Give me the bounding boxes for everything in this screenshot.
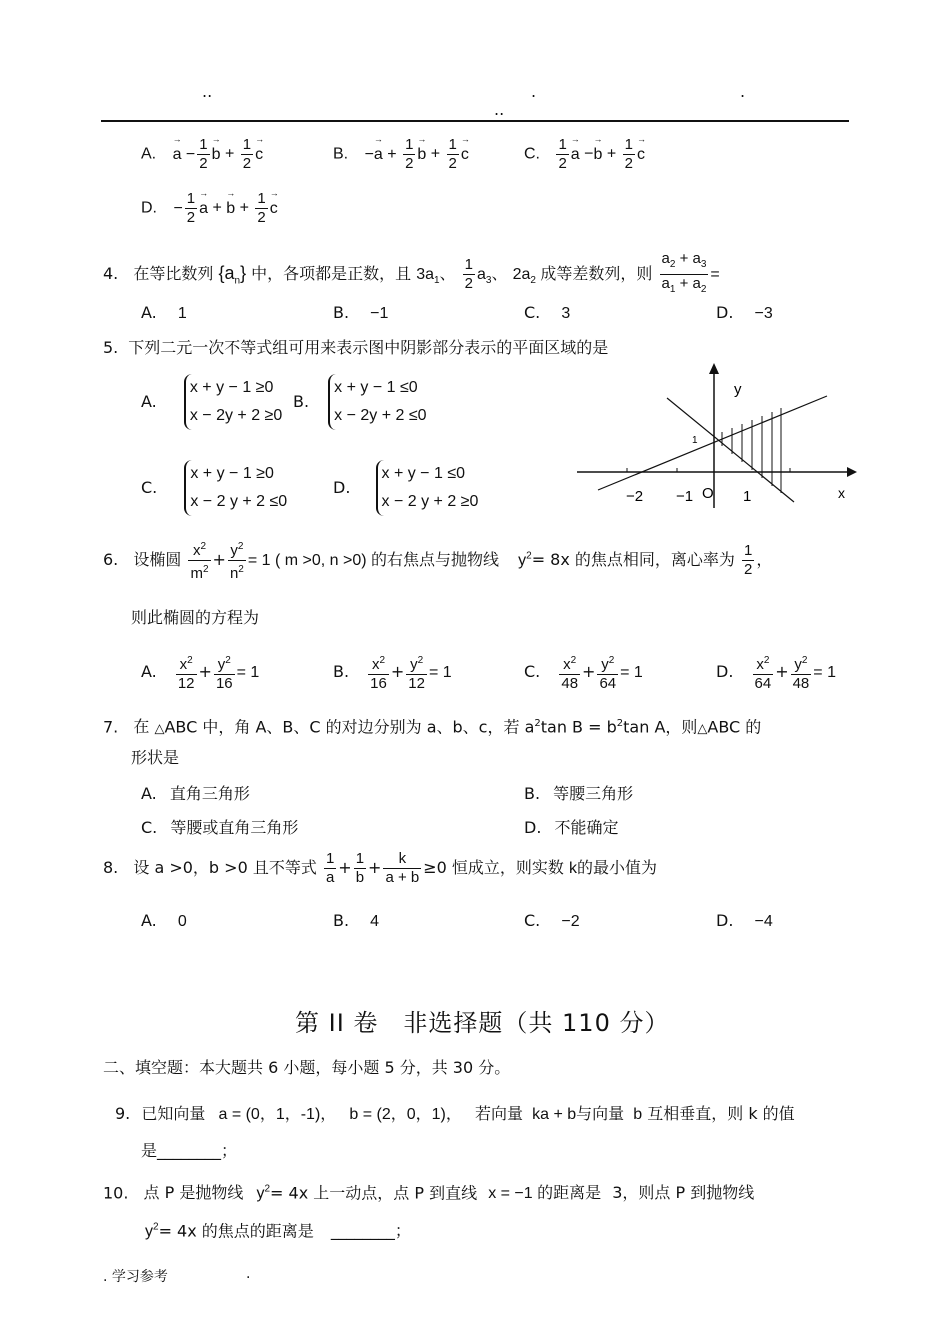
footer-text: . 学习参考 (103, 1269, 168, 1285)
header-rule (101, 120, 849, 122)
footer-dot: . (246, 1266, 251, 1282)
q5-stem: 5. 下列二元一次不等式组可用来表示图中阴影部分表示的平面区域的是 (103, 338, 609, 357)
header-dot-mid: . (531, 82, 537, 101)
q4-option-d: D. −3 (716, 303, 773, 322)
q9-blank-line: 是________； (141, 1141, 238, 1160)
part2-heading: 二、填空题：本大题共 6 小题，每小题 5 分，共 30 分。 (103, 1058, 511, 1077)
q4-stem: 4. 在等比数列 $\{a_n\}$ 中，各项都是正数，且 $3a_1$、 $\frac{1}{2}$ $a_3$、 $2a_2$ 成等差数列，则 $\frac{a_2 + a_3}{a_1 + a_2}$ = (103, 250, 720, 295)
q6-stem-line2: 则此椭圆的方程为 (131, 608, 260, 627)
q3-option-c: C. $\frac{1}{2}$ → a −→ b + $\frac{1}{2}$ → c (524, 136, 645, 173)
q5-option-c: C. x + y − 1 ≥0 x − 2 y + 2 ≤0 (141, 460, 287, 516)
graph-x-label: x (838, 485, 845, 501)
header-dot-right: . (740, 82, 746, 101)
q8-option-a: A. 0 (141, 911, 187, 930)
graph-tick-minus2: −2 (626, 488, 644, 505)
q6-option-d: D. $\frac{x^2}{64}$ + $\frac{y^2}{48}$ = 1 (716, 652, 836, 693)
q9-stem: 9. 已知向量 a = (0，1，-1)， b = (2，0，1)， 若向量 ka + b与向量 b 互相垂直，则 k 的值 (115, 1104, 795, 1123)
header-dots-left: .. (202, 82, 213, 101)
q6-option-c: C. $\frac{x^2}{48}$ + $\frac{y^2}{64}$ = 1 (524, 652, 643, 693)
line-x-2y+2 (598, 396, 827, 490)
q6-option-b: B. $\frac{x^2}{16}$ + $\frac{y^2}{12}$ = 1 (333, 652, 452, 693)
q10-stem-line2: $y^2= 4x$ 的焦点的距离是 ________； (145, 1221, 411, 1241)
q7-stem: 7. 在 △ABC 中，角 A、B、C 的对边分别为 a、b、c，若 $a^2\tan$ $B = b^2\tan$ A，则△ABC 的 (103, 717, 762, 737)
q8-option-d: D. −4 (716, 911, 773, 930)
graph-y-tick-1: 1 (692, 435, 698, 446)
q7-option-c: C. 等腰或直角三角形 (141, 818, 299, 837)
graph-origin-label: O (702, 485, 714, 502)
y-axis-arrow (709, 363, 719, 374)
q3-option-a: A. → a − $\frac{1}{2}$ → b + $\frac{1}{2}$ → c (141, 136, 263, 173)
q7-option-d: D. 不能确定 (524, 818, 619, 837)
q8-option-c: C. −2 (524, 911, 580, 930)
q5-option-d: D. x + y − 1 ≤0 x − 2 y + 2 ≥0 (333, 460, 478, 516)
graph-tick-minus1: −1 (676, 488, 694, 505)
header-dots-under: .. (494, 100, 505, 119)
graph-y-label: y (734, 381, 742, 398)
q8-stem: 8. 设 a >0，b >0 且不等式 $\frac{1}{a}$ + $\frac{1}{b}$ + $\frac{k}{a + b}$ ≥0 恒成立，则实数 k的最小值为 (103, 850, 658, 886)
q5-option-a: A. x + y − 1 ≥0 x − 2y + 2 ≥0 (141, 374, 282, 430)
graph-tick-1: 1 (743, 488, 752, 505)
q5-option-b: B. x + y − 1 ≤0 x − 2y + 2 ≤0 (293, 374, 427, 430)
q10-stem: 10. 点 P 是抛物线 $y^2= 4x$ 上一动点，点 P 到直线 x = −1 的距离是 3，则点 P 到抛物线 (103, 1183, 755, 1203)
q6-stem: 6. 设椭圆 $\frac{x^2}{m^2}$ + $\frac{y^2}{n^2}$ = 1 ( m >0, n >0) 的右焦点与抛物线 $y^2= 8x$ 的焦点相同，离心率为 $\frac{1}{2}$ ， (103, 538, 772, 583)
q6-option-a: A. $\frac{x^2}{12}$ + $\frac{y^2}{16}$ = 1 (141, 652, 259, 693)
q3-option-b: B. −→ a + $\frac{1}{2}$ → b + $\frac{1}{2}$ → c (333, 136, 469, 173)
q5-region-graph (572, 360, 857, 510)
q7-stem-line2: 形状是 (131, 748, 180, 767)
q4-option-b: B. −1 (333, 303, 389, 322)
q8-option-b: B. 4 (333, 911, 380, 930)
q4-option-a: A. 1 (141, 303, 187, 322)
q7-option-a: A. 直角三角形 (141, 784, 250, 803)
line-x+y-1 (667, 398, 794, 502)
section-title: 第 II 卷 非选择题（共 110 分） (295, 1009, 670, 1037)
q3-option-d: D. − $\frac{1}{2}$ → a + → b + $\frac{1}{2}$ → c (141, 190, 278, 227)
x-axis-arrow (847, 467, 857, 477)
q7-option-b: B. 等腰三角形 (524, 784, 634, 803)
q4-option-c: C. 3 (524, 303, 571, 322)
